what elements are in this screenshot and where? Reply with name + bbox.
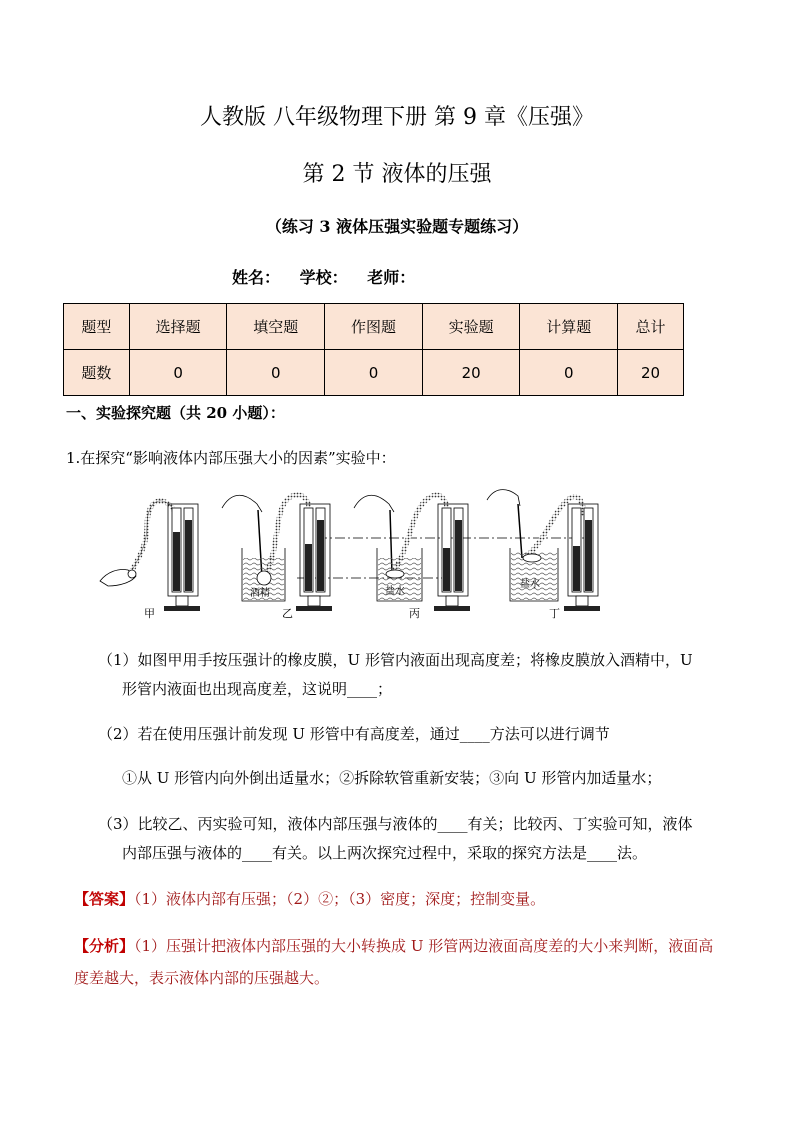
figure-label-yi: 乙 (282, 607, 293, 620)
table-cell: 0 (325, 350, 423, 396)
liquid-label-alcohol: 酒精 (250, 588, 270, 599)
table-cell: 作图题 (325, 304, 423, 350)
table-cell: 0 (227, 350, 325, 396)
table-cell: 20 (422, 350, 520, 396)
table-row (64, 350, 684, 396)
table-cell: 实验题 (422, 304, 520, 350)
table-cell: 0 (129, 350, 227, 396)
question-part-1 (98, 646, 726, 704)
part1-line1: （1）如图甲用手按压强计的橡皮膜，U 形管内液面出现高度差；将橡皮膜放入酒精中，U (98, 651, 693, 669)
figure-label-ding: 丁 (549, 607, 560, 620)
answer (74, 888, 545, 909)
figure-label-bing: 丙 (409, 607, 420, 620)
table-cell: 选择题 (129, 304, 227, 350)
table-cell: 填空题 (227, 304, 325, 350)
setup-jia (100, 501, 200, 611)
part3-line2: 内部压强与液体的____有关。以上两次探究过程中，采取的探究方法是____法。 (122, 844, 648, 862)
table-cell: 20 (618, 350, 684, 396)
analysis-tag: 【分析】 (74, 937, 135, 955)
table-cell: 计算题 (520, 304, 618, 350)
setup-ding (487, 490, 600, 611)
setup-yi (222, 495, 332, 611)
experiment-figure (92, 486, 692, 626)
table-header-row (64, 304, 684, 350)
section-title: 第 2 节 液体的压强 (302, 162, 492, 187)
figure-label-jia: 甲 (144, 607, 155, 620)
part1-line2: 形管内液面也出现高度差，这说明____； (122, 680, 393, 698)
exercise-subtitle: （练习 3 液体压强实验题专题练习） (265, 217, 529, 236)
question-part-3 (98, 810, 726, 868)
question-part-2: （2）若在使用压强计前发现 U 形管中有高度差，通过____方法可以进行调节 (98, 725, 610, 743)
section-heading: 一、实验探究题（共 20 小题）： (66, 404, 285, 422)
school-label: 学校： (299, 268, 348, 287)
liquid-label-saltwater-ding: 盐水 (520, 579, 540, 590)
setup-bing (354, 495, 470, 611)
document-title: 人教版 八年级物理下册 第 9 章《压强》 (200, 105, 594, 130)
question-stem: 1.在探究“影响液体内部压强大小的因素”实验中： (66, 449, 396, 467)
analysis (74, 930, 724, 994)
liquid-label-saltwater-bing: 盐水 (385, 586, 405, 597)
name-label: 姓名： (232, 268, 281, 287)
question-summary-table (63, 303, 684, 396)
teacher-label: 老师： (367, 268, 416, 287)
answer-tag: 【答案】 (74, 890, 135, 908)
part3-line1: （3）比较乙、丙实验可知，液体内部压强与液体的____有关；比较丙、丁实验可知，液体 (98, 815, 693, 833)
question-part-2-options: ①从 U 形管内向外倒出适量水；②拆除软管重新安装；③向 U 形管内加适量水； (122, 769, 662, 787)
analysis-text: （1）压强计把液体内部压强的大小转换成 U 形管两边液面高度差的大小来判断，液面高度差越大，表示液体内部的压强越大。 (74, 937, 714, 987)
table-cell: 题数 (64, 350, 130, 396)
table-cell: 总计 (618, 304, 684, 350)
table-cell: 题型 (64, 304, 130, 350)
student-info (232, 265, 429, 288)
table-cell: 0 (520, 350, 618, 396)
answer-text: （1）液体内部有压强；（2）②；（3）密度；深度；控制变量。 (134, 890, 546, 908)
